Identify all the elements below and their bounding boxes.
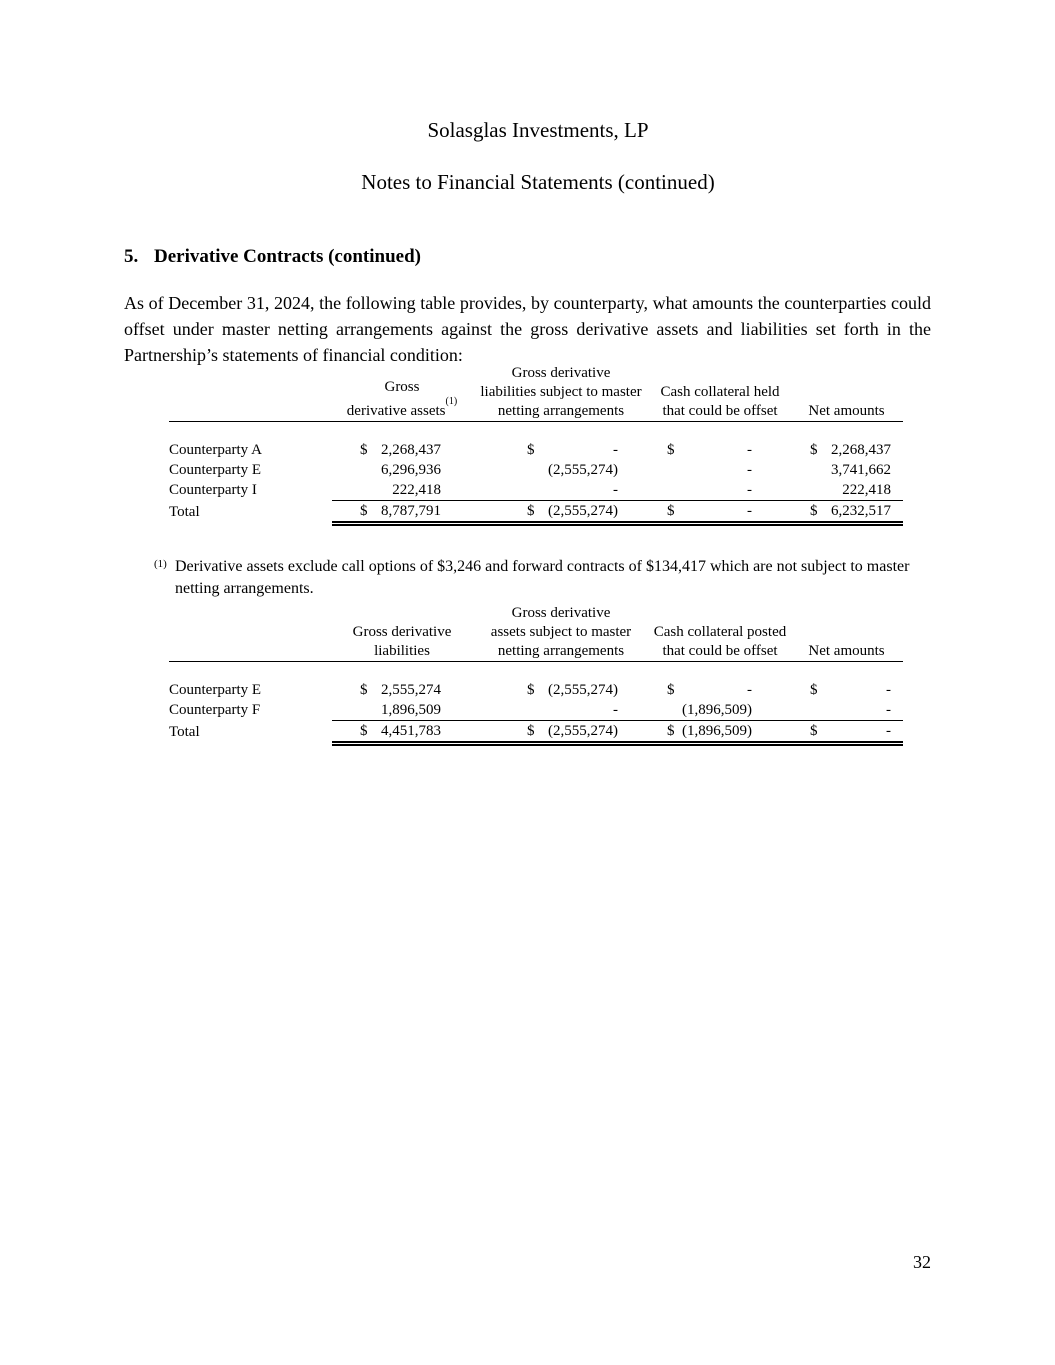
- amount-value: -: [886, 682, 891, 698]
- amount-cell: [332, 701, 472, 721]
- amount-value: (1,896,509): [682, 722, 752, 739]
- amount-value: -: [886, 722, 891, 739]
- amount-value: 4,451,783: [381, 722, 441, 739]
- currency-symbol: $: [667, 442, 675, 458]
- table-row: [169, 681, 903, 701]
- currency-symbol: $: [667, 682, 675, 698]
- amount-cell: [650, 501, 790, 524]
- amount-cell: [790, 701, 903, 721]
- currency-symbol: $: [810, 442, 818, 458]
- amount-value: -: [613, 442, 618, 458]
- row-label: Counterparty A: [169, 442, 262, 458]
- amount-value: 2,268,437: [831, 442, 891, 458]
- amount-cell: [472, 461, 650, 481]
- amount-value: -: [886, 701, 891, 718]
- currency-symbol: $: [667, 502, 675, 519]
- section-title: Derivative Contracts (continued): [154, 246, 422, 267]
- amount-value: 6,232,517: [831, 502, 891, 519]
- amount-value: -: [747, 502, 752, 519]
- amount-cell: [472, 481, 650, 501]
- amount-cell: [472, 501, 650, 524]
- footnote-reference-icon: (1): [445, 396, 458, 407]
- row-label: Counterparty E: [169, 462, 262, 478]
- row-label: Total: [169, 723, 200, 740]
- table-header-row: [169, 604, 903, 662]
- amount-value: 6,296,936: [381, 462, 441, 478]
- amount-cell: [790, 481, 903, 501]
- amount-cell: [790, 721, 903, 744]
- amount-value: (2,555,274): [548, 682, 618, 698]
- table-row: [169, 481, 903, 501]
- column-header-cash-collateral-held: Cash collateral held that could be offset: [650, 364, 790, 422]
- amount-cell: [472, 721, 650, 744]
- page-number: 32: [913, 1252, 931, 1272]
- amount-cell: [472, 701, 650, 721]
- table-total-row: [169, 721, 903, 744]
- table-header-row: [169, 364, 903, 422]
- amount-cell: [650, 441, 790, 461]
- currency-symbol: $: [810, 502, 818, 519]
- amount-value: -: [747, 442, 752, 458]
- amount-cell: [332, 501, 472, 524]
- column-header-net-amounts: Net amounts: [790, 364, 903, 422]
- intro-paragraph: As of December 31, 2024, the following table provides, by counterparty, what amounts the counterparties could offset under master netting arrangements against the gross derivative assets and liabilities set forth in the Partnership’s statements of financial condition:: [124, 293, 931, 365]
- amount-value: 8,787,791: [381, 502, 441, 519]
- amount-value: (2,555,274): [548, 502, 618, 519]
- row-label: Total: [169, 503, 200, 520]
- footnote-1: [154, 556, 916, 600]
- amount-value: 1,896,509: [381, 701, 441, 718]
- amount-cell: [790, 461, 903, 481]
- currency-symbol: $: [527, 502, 535, 519]
- amount-cell: [650, 701, 790, 721]
- amount-cell: [650, 481, 790, 501]
- amount-value: (2,555,274): [548, 722, 618, 739]
- table-row: [169, 461, 903, 481]
- gross-liabilities-offset-table: [169, 604, 903, 746]
- page-title: Solasglas Investments, LP: [427, 118, 649, 142]
- column-header-cash-collateral-posted: Cash collateral posted that could be offset: [650, 604, 790, 662]
- currency-symbol: $: [360, 502, 368, 519]
- table-total-row: [169, 501, 903, 524]
- amount-value: (1,896,509): [682, 701, 752, 718]
- amount-value: -: [747, 682, 752, 698]
- amount-cell: [332, 681, 472, 701]
- currency-symbol: $: [667, 722, 675, 739]
- amount-value: 222,418: [842, 481, 891, 498]
- page-subtitle: Notes to Financial Statements (continued): [361, 170, 715, 194]
- amount-value: 222,418: [392, 481, 441, 498]
- amount-cell: [472, 441, 650, 461]
- amount-cell: [332, 441, 472, 461]
- amount-cell: [472, 681, 650, 701]
- amount-value: 2,268,437: [381, 442, 441, 458]
- amount-value: -: [613, 701, 618, 718]
- amount-value: -: [747, 481, 752, 498]
- column-header-net-amounts: Net amounts: [790, 604, 903, 662]
- currency-symbol: $: [527, 682, 535, 698]
- table-spacer-row: [169, 422, 903, 441]
- table-spacer-row: [169, 662, 903, 681]
- amount-cell: [790, 441, 903, 461]
- header-label-cell: [169, 604, 332, 662]
- row-label: Counterparty E: [169, 682, 262, 698]
- section-heading: [124, 246, 421, 268]
- footnote-text: Derivative assets exclude call options of $3,246 and forward contracts of $134,417 which are not subject to master netting arrangements.: [175, 558, 910, 597]
- currency-symbol: $: [810, 682, 818, 698]
- currency-symbol: $: [360, 682, 368, 698]
- footnote-marker: (1): [154, 558, 167, 570]
- currency-symbol: $: [527, 722, 535, 739]
- amount-cell: [790, 501, 903, 524]
- amount-cell: [332, 461, 472, 481]
- amount-value: -: [747, 462, 752, 478]
- amount-cell: [790, 681, 903, 701]
- currency-symbol: $: [360, 442, 368, 458]
- column-header-assets-subject-to-netting: Gross derivative assets subject to master netting arrangements: [472, 604, 650, 662]
- amount-cell: [650, 681, 790, 701]
- gross-assets-offset-table: [169, 364, 903, 526]
- amount-cell: [650, 721, 790, 744]
- amount-cell: [332, 721, 472, 744]
- amount-cell: [650, 461, 790, 481]
- column-header-gross-derivative-assets: Gross derivative assets$^{(1)}$: [332, 364, 472, 422]
- amount-value: 2,555,274: [381, 682, 441, 698]
- amount-cell: [332, 481, 472, 501]
- row-label: Counterparty I: [169, 482, 257, 498]
- column-header-liabilities-subject-to-netting: Gross derivative liabilities subject to master netting arrangements: [472, 364, 650, 422]
- amount-value: (2,555,274): [548, 462, 618, 478]
- header-label-cell: [169, 364, 332, 422]
- row-label: Counterparty F: [169, 702, 261, 718]
- currency-symbol: $: [360, 722, 368, 739]
- table-row: [169, 441, 903, 461]
- currency-symbol: $: [527, 442, 535, 458]
- section-number: 5.: [124, 246, 139, 267]
- amount-value: -: [613, 481, 618, 498]
- amount-value: 3,741,662: [831, 462, 891, 478]
- column-header-gross-derivative-liabilities: Gross derivative liabilities: [332, 604, 472, 662]
- currency-symbol: $: [810, 722, 818, 739]
- table-row: [169, 701, 903, 721]
